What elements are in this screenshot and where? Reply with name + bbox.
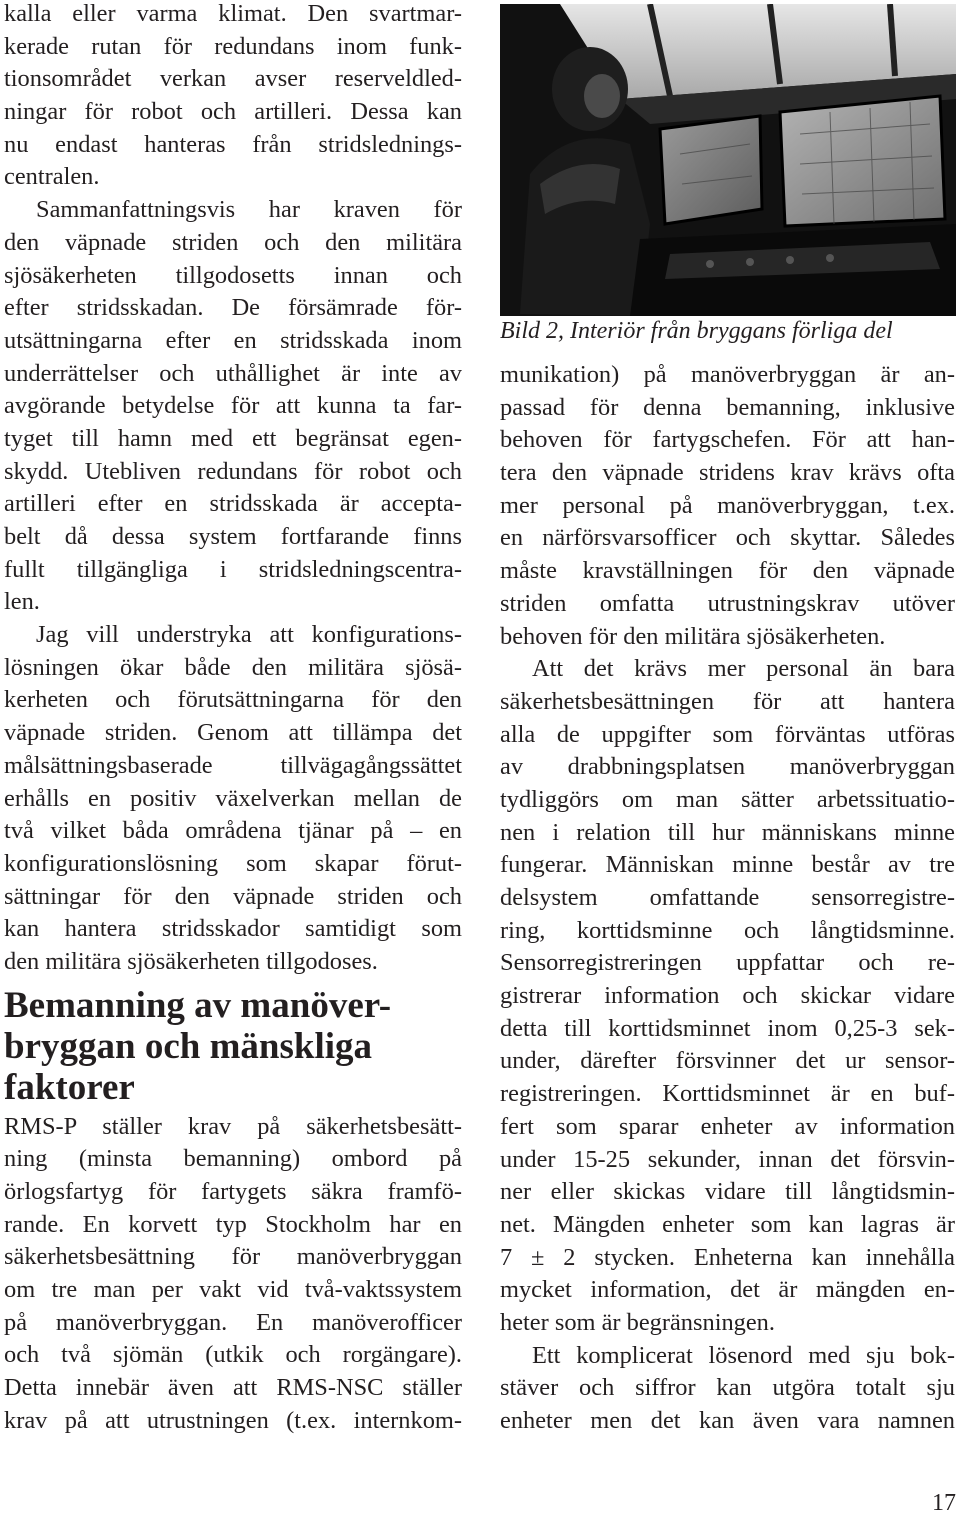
text-line: Ett komplicerat lösenord med sju bok- bbox=[532, 1341, 955, 1369]
paragraph bbox=[4, 1111, 462, 1438]
paragraph bbox=[500, 1340, 955, 1438]
text-line: kan hantera stridsskador samtidigt som bbox=[4, 915, 462, 943]
text-line: mycket information, det är mängden en- bbox=[500, 1276, 955, 1304]
text-line: tyget till hamn med ett begränsat egen- bbox=[4, 424, 462, 452]
text-line: om tre man per vakt vid två-vaktssystem bbox=[4, 1276, 462, 1304]
text-line: säkerhetsbesättning för manöverbryggan bbox=[4, 1243, 462, 1271]
text-line: nen i relation till hur människans minne bbox=[500, 818, 955, 846]
text-line: behoven för den militära sjösäkerheten. bbox=[500, 622, 886, 650]
text-line: under, därefter försvinner det ur sensor- bbox=[500, 1047, 955, 1075]
text-line: den väpnade striden och den militära bbox=[4, 228, 462, 256]
figure-caption: Bild 2, Interiör från bryggans förliga del bbox=[500, 318, 893, 344]
text-line: och två sjömän (utkik och rorgängare). bbox=[4, 1341, 462, 1369]
text-line: målsättningsbaserade tillvägagångssättet bbox=[4, 751, 462, 779]
text-line: under 15-25 sekunder, innan det försvin- bbox=[500, 1145, 955, 1173]
text-line: alla de uppgifter som förväntas utföras bbox=[500, 720, 955, 748]
right-column bbox=[500, 359, 955, 1438]
text-line: av drabbningsplatsen manöverbryggan bbox=[500, 753, 955, 781]
text-line: den militära sjösäkerheten tillgodoses. bbox=[4, 947, 378, 975]
text-line: ning (minsta bemanning) ombord på bbox=[4, 1145, 462, 1173]
text-line: centralen. bbox=[4, 163, 100, 191]
text-line: nu endast hanteras från stridslednings- bbox=[4, 130, 462, 158]
paragraph bbox=[4, 194, 462, 619]
text-line: tera den väpnade stridens krav krävs ofta bbox=[500, 459, 955, 487]
text-line: len. bbox=[4, 588, 40, 616]
bridge-interior-photo bbox=[500, 4, 956, 316]
text-line: passad för denna bemanning, inklusive bbox=[500, 393, 955, 421]
text-line: fungerar. Människan minne består av tre bbox=[500, 851, 955, 879]
text-line: registreringen. Korttidsminnet är en buf- bbox=[500, 1080, 955, 1108]
text-line: Sensorregistreringen uppfattar och re- bbox=[500, 949, 955, 977]
heading-line: bryggan och mänskliga bbox=[4, 1025, 373, 1067]
text-line: örlogsfartyg för fartygets säkra framfö- bbox=[4, 1178, 462, 1205]
text-line: underrättelser och uthållighet är inte av bbox=[4, 359, 462, 387]
text-line: skydd. Utebliven redundans för robot och bbox=[4, 457, 462, 485]
text-line: säkerhetsbesättningen för att hantera bbox=[500, 687, 955, 715]
text-line: RMS-P ställer krav på säkerhetsbesätt- bbox=[4, 1112, 462, 1140]
text-line: kalla eller varma klimat. Den svartmar- bbox=[4, 0, 462, 27]
text-line: efter stridsskadan. De försämrade för- bbox=[4, 294, 462, 322]
text-line: Jag vill understryka att konfigurations- bbox=[36, 621, 462, 649]
paragraph bbox=[500, 359, 955, 653]
text-line: stäver och siffror kan utgöra totalt sju bbox=[500, 1374, 955, 1402]
text-line: utsättningarna efter en stridsskada inom bbox=[4, 326, 462, 354]
text-line: måste kravställningen för den väpnade bbox=[500, 557, 955, 585]
text-line: tydliggörs om man sätter arbetssituatio- bbox=[500, 785, 955, 813]
text-line: behoven för fartygschefen. För att han- bbox=[500, 426, 955, 454]
left-column bbox=[4, 0, 462, 1438]
text-line: två vilket båda områdena tjänar på – en bbox=[4, 817, 462, 845]
text-line: konfigurationslösning som skapar förut- bbox=[4, 849, 462, 877]
text-line: fert som sparar enheter av information bbox=[500, 1112, 955, 1140]
page-number: 17 bbox=[932, 1490, 956, 1516]
text-line: fullt tillgängliga i stridsledningscentra- bbox=[4, 555, 462, 583]
text-line: avgörande betydelse för att kunna ta far- bbox=[4, 392, 462, 420]
text-line: delsystem omfattande sensorregistre- bbox=[500, 884, 955, 911]
text-line: sjösäkerheten tillgodosetts innan och bbox=[4, 261, 462, 289]
text-line: ningar för robot och artilleri. Dessa kan bbox=[4, 98, 462, 126]
text-line: gistrerar information och skickar vidare bbox=[500, 982, 955, 1010]
paragraph bbox=[4, 0, 462, 194]
text-line: väpnade striden. Genom att tillämpa det bbox=[4, 719, 462, 747]
text-line: detta till korttidsminnet inom 0,25-3 sek- bbox=[500, 1014, 955, 1042]
heading-line: faktorer bbox=[4, 1066, 135, 1108]
text-line: enheter men det kan även vara namnen bbox=[500, 1407, 955, 1434]
text-line: Att det krävs mer personal än bara bbox=[532, 655, 955, 683]
text-line: ner eller skickas vidare till långtidsmin- bbox=[500, 1178, 955, 1206]
text-line: lösningen ökar både den militära sjösä- bbox=[4, 653, 462, 681]
text-line: mer personal på manöverbryggan, t.ex. bbox=[500, 491, 955, 519]
text-line: erhålls en positiv växelverkan mellan de bbox=[4, 784, 462, 812]
text-line: belt då dessa system fortfarande finns bbox=[4, 523, 462, 550]
heading-line: Bemanning av manöver- bbox=[4, 984, 392, 1026]
text-line: net. Mängden enheter som kan lagras är bbox=[500, 1210, 955, 1238]
text-line: sättningar för den väpnade striden och bbox=[4, 882, 462, 910]
paragraph bbox=[500, 653, 955, 1339]
text-line: artilleri efter en stridsskada är accepta- bbox=[4, 490, 462, 518]
text-line: en närförsvarsofficer och skyttar. Således bbox=[500, 524, 955, 552]
text-line: på manöverbryggan. En manöverofficer bbox=[4, 1308, 462, 1336]
text-line: rande. En korvett typ Stockholm har en bbox=[4, 1210, 462, 1238]
section-heading bbox=[4, 985, 462, 1108]
text-line: Sammanfattningsvis har kraven för bbox=[36, 196, 462, 224]
text-line: ring, korttidsminne och långtidsminne. bbox=[500, 916, 955, 944]
text-line: kerade rutan för redundans inom funk- bbox=[4, 32, 462, 60]
text-line: munikation) på manöverbryggan är an- bbox=[500, 361, 955, 388]
text-line: kerheten och förutsättningarna för den bbox=[4, 686, 462, 714]
text-line: striden omfatta utrustningskrav utöver bbox=[500, 589, 955, 617]
text-line: heter som är begränsningen. bbox=[500, 1308, 775, 1336]
text-line: Detta innebär även att RMS-NSC ställer bbox=[4, 1374, 462, 1402]
paragraph bbox=[4, 619, 462, 979]
text-line: tionsområdet verkan avser reserveldled- bbox=[4, 65, 462, 93]
text-line: krav på att utrustningen (t.ex. internkom- bbox=[4, 1406, 462, 1434]
text-line: 7 ± 2 stycken. Enheterna kan innehålla bbox=[500, 1243, 955, 1271]
